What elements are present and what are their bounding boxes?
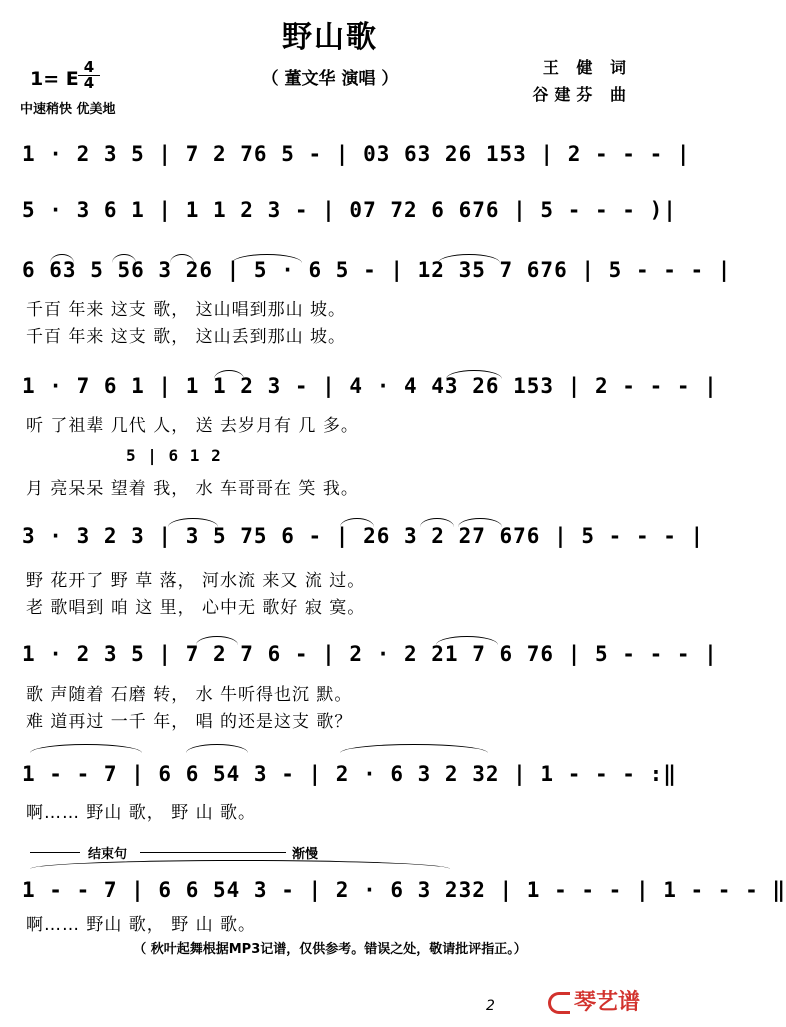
- performer-subtitle: （ 董文华 演唱 ）: [261, 69, 399, 89]
- key-signature: 1= E: [30, 68, 79, 90]
- slur-mark: [186, 744, 248, 753]
- score-line: 5 · 3 6 1 | 1 1 2 3 - | 07 72 6 676 | 5 - - - )|: [22, 198, 677, 222]
- time-numerator: 4: [78, 60, 100, 76]
- score-line: 1 - - 7 | 6 6 54 3 - | 2 · 6 3 2 32 | 1 - - - :‖: [22, 762, 677, 786]
- score-line: 1 · 2 3 5 | 7 2 76 5 - | 03 63 26 153 | 2 - - - |: [22, 142, 691, 166]
- page-number: 2: [486, 998, 495, 1014]
- ending-label: 结束句: [88, 847, 128, 862]
- lyric-line: 月 亮呆呆 望着 我， 水 车哥哥在 笑 我。: [26, 479, 359, 499]
- lyric-line: 啊…… 野山 歌， 野 山 歌。: [26, 915, 257, 935]
- score-line: 1 · 7 6 1 | 1 1 2 3 - | 4 · 4 43 26 153 | 2 - - - |: [22, 374, 718, 398]
- lyric-line: 老 歌唱到 咱 这 里， 心中无 歌好 寂 寞。: [26, 598, 366, 618]
- time-signature: [78, 60, 100, 91]
- transcription-note: （ 秋叶起舞根据MP3记谱，仅供参考。错误之处，敬请批评指正。）: [133, 942, 527, 957]
- lyric-line: 野 花开了 野 草 落， 河水流 来又 流 过。: [26, 571, 366, 591]
- time-denominator: 4: [83, 74, 95, 92]
- slow-label: 渐慢: [292, 847, 319, 862]
- line-rule: [140, 852, 286, 853]
- score-line: 1 - - 7 | 6 6 54 3 - | 2 · 6 3 232 | 1 - - - | 1 - - - ‖: [22, 878, 786, 902]
- line-rule: [30, 852, 80, 853]
- lyric-line: 千百 年来 这支 歌， 这山唱到那山 坡。: [26, 300, 347, 320]
- lyric-line: 听 了祖辈 几代 人， 送 去岁月有 几 多。: [26, 416, 359, 436]
- lyricist-credit: 王 健 词: [542, 58, 632, 77]
- score-line: 6 63 5 56 3 26 | 5 · 6 5 - | 12 35 7 676 | 5 - - - |: [22, 258, 732, 282]
- page-title: 野山歌: [282, 20, 378, 55]
- lyric-line: 歌 声随着 石磨 转， 水 牛听得也沉 默。: [26, 685, 353, 705]
- site-logo: [548, 985, 640, 1016]
- logo-icon: [548, 992, 570, 1014]
- logo-text: 琴艺谱: [574, 990, 641, 1015]
- tempo-marking: 中速稍快 优美地: [20, 102, 116, 117]
- lyric-line: 难 道再过 一千 年， 唱 的还是这支 歌？: [26, 712, 353, 732]
- composer-credit: 谷建芬 曲: [532, 85, 632, 104]
- slur-mark: [340, 744, 488, 753]
- lyric-line: 啊…… 野山 歌， 野 山 歌。: [26, 803, 257, 823]
- lyric-line: 千百 年来 这支 歌， 这山丢到那山 坡。: [26, 327, 347, 347]
- score-line: 1 · 2 3 5 | 7 2 7 6 - | 2 · 2 21 7 6 76 | 5 - - - |: [22, 642, 718, 666]
- score-line: 5 | 6 1 2: [126, 446, 222, 465]
- score-line: 3 · 3 2 3 | 3 5 75 6 - | 26 3 2 27 676 | 5 - - - |: [22, 524, 705, 548]
- slur-mark: [30, 744, 142, 753]
